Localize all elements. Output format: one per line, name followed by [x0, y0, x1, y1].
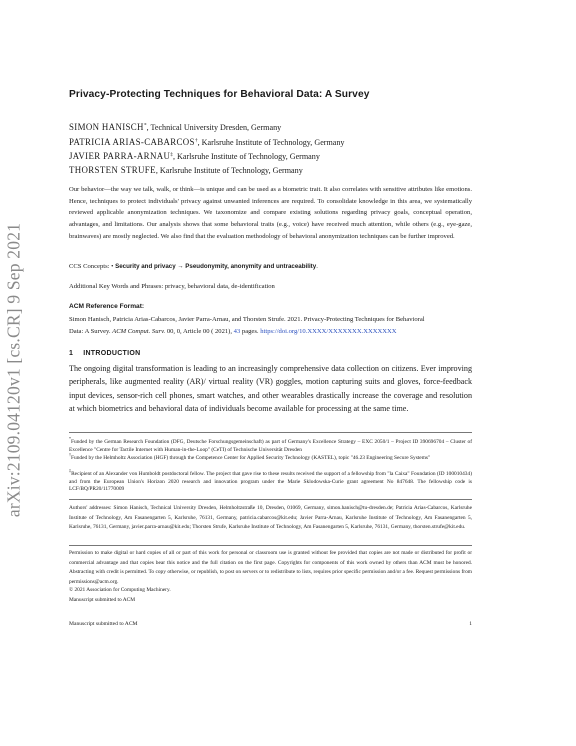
page-footer [69, 621, 472, 627]
author-affiliation: , Karlsruhe Institute of Technology, Germany [172, 152, 320, 161]
permission-divider [69, 545, 472, 546]
footnote [69, 451, 472, 463]
footnote-marker: † [194, 137, 198, 144]
footnote-marker: † [69, 452, 71, 457]
footnote-marker: * [69, 436, 71, 441]
footnote [69, 467, 472, 494]
author-line [69, 122, 281, 132]
address-divider [69, 499, 472, 500]
arxiv-id: arXiv:2109.04120v1 [cs.CR] 9 Sep 2021 [3, 222, 24, 518]
author-line [69, 151, 320, 161]
reference-text: 00, 0, Article 00 ( 2021), [165, 327, 234, 335]
abstract: Our behavior—the way we talk, walk, or think—is unique and can be used as a biometric trait. It also correlates with sensitive attributes like emotions. Hence, techniques to protect individuals' privacy against unwanted inferences are required. To consolidate knowledge in this area, we systematically reviewed applicable anonymization techniques. We taxonomize and compare existing solutions regarding privacy goals, conceptual operation, advantages, and limitations. Our analysis shows that some behavioral traits (e.g., voice) have received much attention, while others (e.g., eye-gaze, brainwaves) are mostly neglected. We also find that the evaluation methodology of behavioral anonymization techniques can be further improved. [69, 186, 472, 240]
ccs-concept: Security and privacy [115, 263, 176, 270]
copyright: © 2021 Association for Computing Machinery. [69, 587, 171, 593]
intro-paragraph: The ongoing digital transformation is leading to an increasingly comprehensive data collection on citizens. Ever improving peripherals, like augmented reality (AR)/ virtual reality (VR) goggles, motion capturing suits and gloves, force-feedback input devices, sensor-rich cell phones, smart watches, and other wearables drastically increase the coverage and resolution at which biometrics and behavioral data of individuals become available for processing at the same time. [69, 364, 472, 414]
ccs-concept: Pseudonymity, anonymity and untraceability [185, 263, 317, 270]
author-line [69, 165, 303, 175]
author-addresses: Authors' addresses: Simon Hanisch, Technical University Dresden, Helmholtzstraße 10, Dresden, 01069, Germany, simon.hanisch@tu-dresden.de; Patricia Arias-Cabarcos, Karlsruhe Institute of Technology, Am Fasanengarten 5, Karlsruhe, 76131, Germany, patricia.cabarcos@kit.edu; Javier Parra-Arnau, Karlsruhe Institute of Technology, Am Fasanengarten 5, Karlsruhe, 76131, Germany, javier.parra-arnau@kit.edu; Thorsten Strufe, Karlsruhe Institute of Technology, Am Fasanengarten 5, Karlsruhe, 76131, Germany, thorsten.strufe@kit.edu. [69, 505, 472, 530]
author-affiliation: , Technical University Dresden, Germany [146, 123, 282, 132]
paper-title: Privacy-Protecting Techniques for Behavioral Data: A Survey [69, 89, 370, 100]
footnote-text: Recipient of an Alexander von Humboldt postdoctoral fellow. The project that gave rise to these results received the support of a fellowship from "la Caixa" Foundation (ID 100010434) and from the European Union's Horizon 2020 research and innovation program under the Marie Sklodowska-Curie grant agreement No 847648. The fellowship code is LCF/BQ/PR20/11770009 [69, 470, 472, 493]
author-name: SIMON HANISCH [69, 122, 144, 132]
author-affiliation: , Karlsruhe Institute of Technology, Germany [197, 138, 345, 147]
author-name: PATRICIA ARIAS-CABARCOS [69, 137, 195, 147]
keywords: Additional Key Words and Phrases: privacy, behavioral data, de-identification [69, 283, 275, 290]
author-name: JAVIER PARRA-ARNAU [69, 151, 171, 161]
section-number: 1 [69, 350, 74, 357]
reference-format [69, 314, 472, 337]
reference-text: Data: A Survey. [69, 327, 113, 335]
footnote-marker: * [143, 122, 147, 129]
footnote-divider [69, 432, 472, 433]
section-heading [69, 350, 140, 357]
arxiv-sidebar-stamp [3, 205, 25, 535]
page-count-link[interactable]: 43 [233, 327, 241, 335]
reference-format-heading: ACM Reference Format: [69, 303, 145, 310]
journal-name: ACM Comput. Surv. [112, 327, 166, 335]
page-number: 1 [469, 621, 472, 627]
ccs-bullet: • [111, 263, 114, 270]
ccs-label: CCS Concepts: [69, 263, 112, 270]
author-line [69, 137, 344, 147]
author-affiliation: , Karlsruhe Institute of Technology, Germany [155, 166, 303, 175]
ccs-end: . [316, 263, 318, 270]
footnote-text: Funded by the Helmholtz Association (HGF) through the Competence Center for Applied Security Technology (KASTEL), topic "46.23 Engineering Secure Systems" [71, 454, 431, 461]
arrow-icon: → [177, 263, 184, 270]
reference-line: Simon Hanisch, Patricia Arias-Cabarcos, Javier Parra-Arnau, and Thorsten Strufe. 2021. Privacy-Protecting Techniques for Behavioral [69, 316, 425, 323]
footer-label: Manuscript submitted to ACM [69, 621, 138, 627]
author-name: THORSTEN STRUFE [69, 165, 156, 175]
permission-notice: Permission to make digital or hard copies of all or part of this work for personal or classroom use is granted without fee provided that copies are not made or distributed for profit or commercial advantage and that copies bear this notice and the full citation on the first page. Copyrights for components of this work owned by others than ACM must be honored. Abstracting with credit is permitted. To copy otherwise, or republish, to post on servers or to redistribute to lists, requires prior specific permission and/or a fee. Request permissions from permissions@acm.org. [69, 550, 472, 585]
footnote-marker: ‡ [170, 151, 173, 158]
reference-text: pages. [240, 327, 261, 335]
manuscript-note: Manuscript submitted to ACM [69, 597, 136, 603]
doi-link[interactable]: https://doi.org/10.XXXX/XXXXXXX.XXXXXXX [260, 327, 397, 335]
footnote-text: Funded by the German Research Foundation (DFG, Deutsche Forschungsgemeinschaft) as part of Germany's Excellence Strategy – EXC 2050/1 – Project ID 390696704 – Cluster of Excellence "Centre for Tactile Internet with Human-in-the-Loop" (CeTI) of Technische Universität Dresden [69, 438, 472, 453]
section-title: INTRODUCTION [83, 350, 141, 357]
footnote-marker: ‡ [69, 468, 72, 473]
ccs-concepts [69, 263, 318, 270]
